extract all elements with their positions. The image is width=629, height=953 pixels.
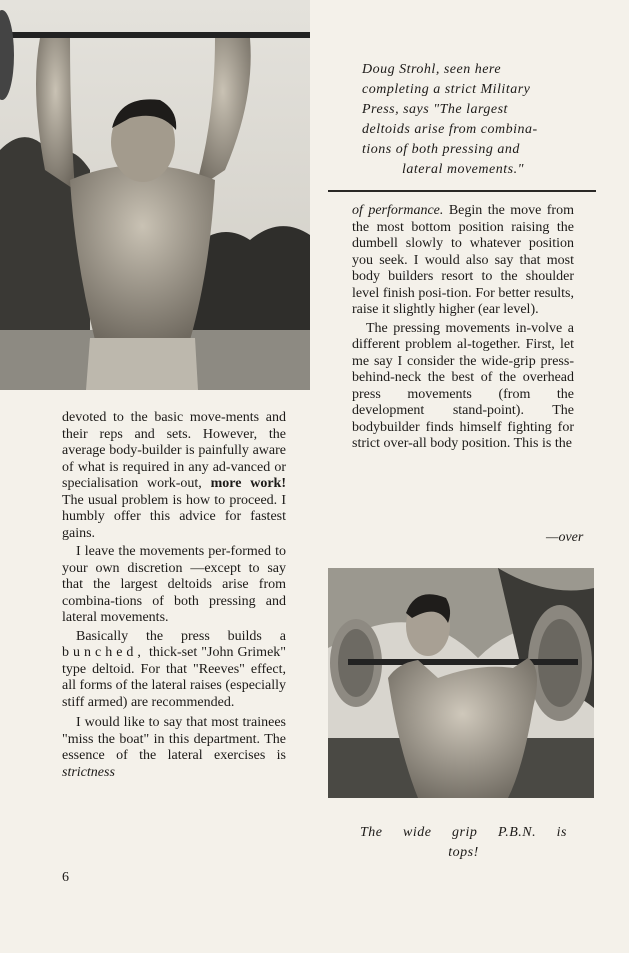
left-column: [62, 410, 286, 781]
text-run: thick-set "John Grimek" type deltoid. For that "Reeves" effect, all forms of the lateral raises (especially stiff armed) are recommended.: [62, 645, 286, 710]
text-run: Basically the press builds a: [76, 628, 286, 644]
photo-military-press: [0, 0, 310, 390]
text-run: devoted to the basic move-ments and their reps and sets. However, the average body-builder is painfully aware of what is required in any ad-vanced or specialisation work-out,: [62, 410, 286, 491]
caption-top-line: Doug Strohl, seen here: [362, 62, 502, 77]
caption-top-line: Press, says "The largest: [362, 102, 508, 117]
paragraph: I leave the movements per-formed to your own discretion —except to say that the largest deltoids arise from combina-tions of both pressing and lateral movements.: [62, 544, 286, 625]
paragraph: The pressing movements in-volve a different problem al-together. First, let me say I consider the wide-grip press-behind-neck the best of the overhead press movements (from the development stand-point). The bodybuilder finds himself fighting for strict over-all body position. This is the: [352, 320, 574, 451]
paragraph: [62, 629, 286, 712]
page-number: 6: [62, 870, 69, 885]
text-run: The usual problem is how to proceed. I humbly offer this advice for fastest gains.: [62, 492, 286, 541]
caption-top: [362, 60, 564, 180]
caption-bottom: [360, 823, 567, 863]
paragraph: [62, 715, 286, 781]
paragraph: [352, 203, 574, 319]
caption-divider: [328, 190, 596, 192]
right-column: [352, 203, 574, 453]
italic-text: of performance.: [352, 203, 444, 218]
caption-bottom-line: The wide grip P.B.N. is: [360, 825, 567, 840]
spaced-text: bunched,: [62, 645, 145, 660]
bold-text: more work!: [210, 476, 287, 491]
caption-bottom-line: tops!: [448, 845, 479, 860]
paragraph: [62, 410, 286, 542]
caption-top-last-line: lateral movements.": [402, 162, 524, 177]
continued-marker: —over: [546, 530, 584, 545]
italic-text: strictness: [62, 764, 115, 780]
text-run: I would like to say that most trainees "miss the boat" in this department. The essence of the lateral exercises is: [62, 715, 286, 763]
text-run: Begin the move from the most bottom position raising the dumbell slowly to whatever position you seek. I would also say that most body builders resort to the shoulder level finish posi-tion. For better results, raise it slightly higher (ear level).: [352, 203, 574, 317]
caption-top-line: completing a strict Military: [362, 82, 531, 97]
caption-top-line: deltoids arise from combina-: [362, 122, 538, 137]
caption-top-line: tions of both pressing and: [362, 142, 520, 157]
photo-wide-grip-pbn: [328, 568, 594, 798]
